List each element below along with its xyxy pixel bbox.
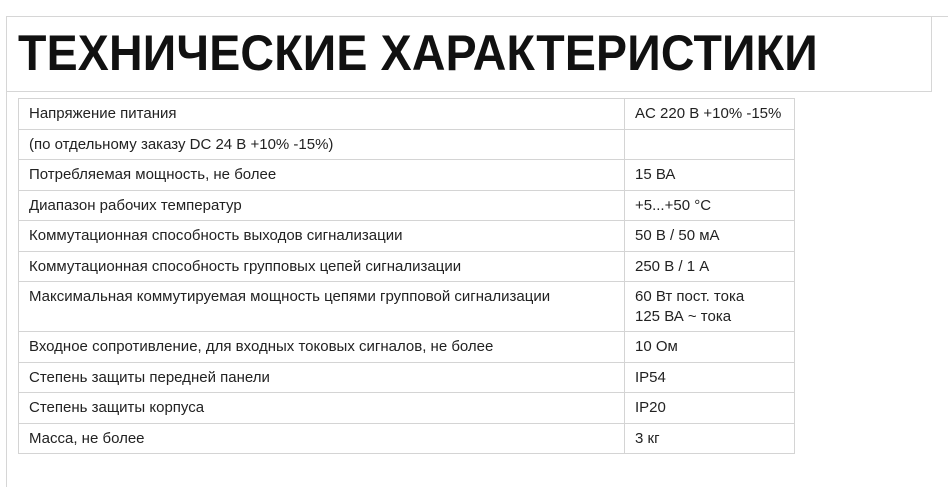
param-cell: (по отдельному заказу DC 24 В +10% -15%) bbox=[19, 130, 625, 160]
param-cell: Напряжение питания bbox=[19, 99, 625, 130]
table-row bbox=[19, 393, 795, 424]
table-row bbox=[19, 363, 795, 393]
table-row bbox=[19, 99, 795, 130]
table-row bbox=[19, 191, 795, 221]
table-row bbox=[19, 252, 795, 282]
value-cell bbox=[625, 282, 795, 332]
value-cell: 10 Ом bbox=[625, 332, 795, 363]
param-cell: Потребляемая мощность, не более bbox=[19, 160, 625, 191]
table-row bbox=[19, 282, 795, 332]
value-cell: 50 В / 50 мА bbox=[625, 221, 795, 252]
value-cell: +5...+50 °C bbox=[625, 191, 795, 221]
value-line: 125 ВА ~ тока bbox=[635, 308, 732, 325]
value-cell: IP54 bbox=[625, 363, 795, 393]
table-row bbox=[19, 221, 795, 252]
value-cell: AC 220 В +10% -15% bbox=[625, 99, 795, 130]
value-cell: 15 ВА bbox=[625, 160, 795, 191]
value-line: 60 Вт пост. тока bbox=[635, 288, 745, 305]
value-cell: 3 кг bbox=[625, 424, 795, 454]
value-cell: 250 В / 1 А bbox=[625, 252, 795, 282]
param-cell: Коммутационная способность групповых цепей сигнализации bbox=[19, 252, 625, 282]
param-cell: Степень защиты корпуса bbox=[19, 393, 625, 424]
value-cell bbox=[625, 130, 795, 160]
table-row bbox=[19, 424, 795, 454]
param-cell: Входное сопротивление, для входных токовых сигналов, не более bbox=[19, 332, 625, 363]
param-cell: Максимальная коммутируемая мощность цепями групповой сигнализации bbox=[19, 282, 625, 332]
param-cell: Масса, не более bbox=[19, 424, 625, 454]
specs-table bbox=[18, 98, 795, 454]
table-row bbox=[19, 332, 795, 363]
param-cell: Степень защиты передней панели bbox=[19, 363, 625, 393]
table-row bbox=[19, 160, 795, 191]
page-title: ТЕХНИЧЕСКИЕ ХАРАКТЕРИСТИКИ bbox=[18, 25, 818, 81]
param-cell: Коммутационная способность выходов сигнализации bbox=[19, 221, 625, 252]
table-row bbox=[19, 130, 795, 160]
value-cell: IP20 bbox=[625, 393, 795, 424]
param-cell: Диапазон рабочих температур bbox=[19, 191, 625, 221]
